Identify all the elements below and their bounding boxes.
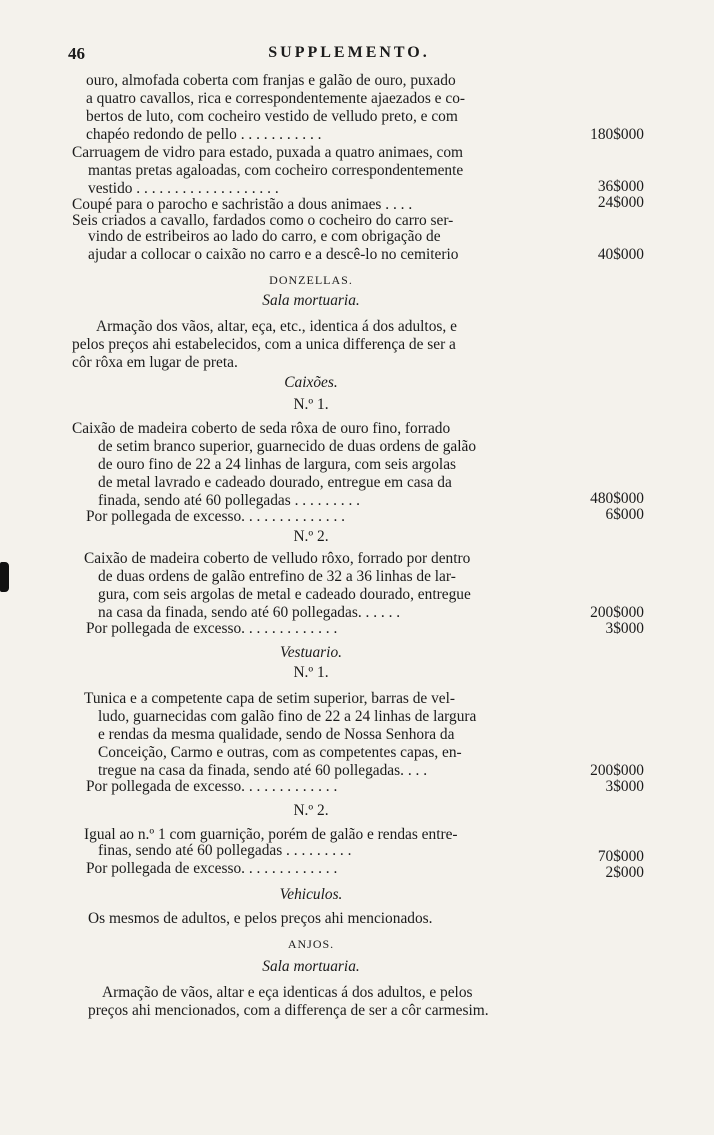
- body-line: de metal lavrado e cadeado dourado, entregue em casa da: [98, 474, 452, 491]
- section-heading: DONZELLAS.: [269, 273, 353, 287]
- section-heading: ANJOS.: [287, 937, 335, 951]
- body-line: bertos de luto, com cocheiro vestido de velludo preto, e com: [86, 108, 458, 125]
- body-line: Os mesmos de adultos, e pelos preços ahi mencionados.: [88, 910, 433, 927]
- item-number: N.º 1.: [293, 396, 329, 413]
- body-line: Carruagem de vidro para estado, puxada a quatro animaes, com: [72, 144, 464, 161]
- price: 6$000: [605, 506, 644, 523]
- price: 2$000: [605, 864, 644, 881]
- body-line: Armação dos vãos, altar, eça, etc., identica á dos adultos, e: [96, 318, 457, 335]
- price: 480$000: [590, 490, 644, 507]
- price: 36$000: [597, 178, 644, 195]
- subsection-heading: Vestuario.: [280, 644, 342, 661]
- body-line: e rendas da mesma qualidade, sendo de Nossa Senhora da: [98, 726, 455, 743]
- item-number: N.º 1.: [293, 664, 329, 681]
- body-line: Por pollegada de excesso. . . . . . . . . . . . .: [86, 860, 338, 877]
- body-line: Por pollegada de excesso. . . . . . . . . . . . .: [86, 620, 338, 637]
- body-line: Caixão de madeira coberto de seda rôxa de ouro fino, forrado: [72, 420, 451, 437]
- price: 3$000: [605, 778, 644, 795]
- body-line: ajudar a collocar o caixão no carro e a descê-lo no cemiterio: [88, 246, 459, 263]
- item-number: N.º 2.: [293, 802, 329, 819]
- body-line: ouro, almofada coberta com franjas e galão de ouro, puxado: [86, 72, 456, 89]
- body-line: vindo de estribeiros ao lado do carro, e com obrigação de: [88, 228, 441, 245]
- page-header: [68, 44, 630, 68]
- body-line: pelos preços ahi estabelecidos, com a unica differença de ser a: [72, 336, 456, 353]
- body-line: Conceição, Carmo e outras, com as competentes capas, en-: [98, 744, 462, 761]
- body-line: Por pollegada de excesso. . . . . . . . . . . . . .: [86, 508, 346, 525]
- body-line: mantas pretas agaloadas, com cocheiro correspondentemente: [88, 162, 464, 179]
- body-line: de setim branco superior, guarnecido de duas ordens de galão: [98, 438, 477, 455]
- body-line: Por pollegada de excesso. . . . . . . . . . . . .: [86, 778, 338, 795]
- body-line: chapéo redondo de pello . . . . . . . . . . .: [86, 126, 322, 143]
- price: 200$000: [590, 604, 644, 621]
- body-line: de duas ordens de galão entrefino de 32 a 36 linhas de lar-: [98, 568, 456, 585]
- body-line: tregue na casa da finada, sendo até 60 pollegadas. . . .: [98, 762, 428, 779]
- price: 40$000: [597, 246, 644, 263]
- subsection-heading: Caixões.: [284, 374, 338, 391]
- body-line: ludo, guarnecidas com galão fino de 22 a 24 linhas de largura: [98, 708, 477, 725]
- body-line: na casa da finada, sendo até 60 pollegadas. . . . . .: [98, 604, 401, 621]
- price: 24$000: [597, 194, 644, 211]
- body-line: preços ahi mencionados, com a differença de ser a côr carmesim.: [88, 1002, 489, 1019]
- price: 180$000: [590, 126, 644, 143]
- body-line: Coupé para o parocho e sachristão a dous animaes . . . .: [72, 196, 413, 213]
- subsection-heading: Vehiculos.: [279, 886, 343, 903]
- price: 200$000: [590, 762, 644, 779]
- body-line: a quatro cavallos, rica e correspondentemente ajaezados e co-: [86, 90, 466, 107]
- body-line: finas, sendo até 60 pollegadas . . . . . . . . .: [98, 842, 352, 859]
- subsection-heading: Sala mortuaria.: [262, 958, 360, 975]
- body-line: Seis criados a cavallo, fardados como o cocheiro do carro ser-: [72, 212, 454, 229]
- body-line: vestido . . . . . . . . . . . . . . . . . . .: [88, 180, 279, 197]
- body-line: de ouro fino de 22 a 24 linhas de largura, com seis argolas: [98, 456, 457, 473]
- price: 70$000: [597, 848, 644, 865]
- page-number: 46: [68, 44, 85, 63]
- body-line: Caixão de madeira coberto de velludo rôxo, forrado por dentro: [84, 550, 471, 567]
- price: 3$000: [605, 620, 644, 637]
- body-line: côr rôxa em lugar de preta.: [72, 354, 238, 371]
- subsection-heading: Sala mortuaria.: [262, 292, 360, 309]
- body-line: Igual ao n.º 1 com guarnição, porém de galão e rendas entre-: [84, 826, 458, 843]
- body-line: finada, sendo até 60 pollegadas . . . . . . . . .: [98, 492, 361, 509]
- body-line: gura, com seis argolas de metal e cadeado dourado, entregue: [98, 586, 471, 603]
- body-line: Armação de vãos, altar e eça identicas á dos adultos, e pelos: [102, 984, 473, 1001]
- running-title: SUPPLEMENTO.: [268, 44, 430, 61]
- margin-mark: [0, 562, 9, 592]
- item-number: N.º 2.: [293, 528, 329, 545]
- body-line: Tunica e a competente capa de setim superior, barras de vel-: [84, 690, 456, 707]
